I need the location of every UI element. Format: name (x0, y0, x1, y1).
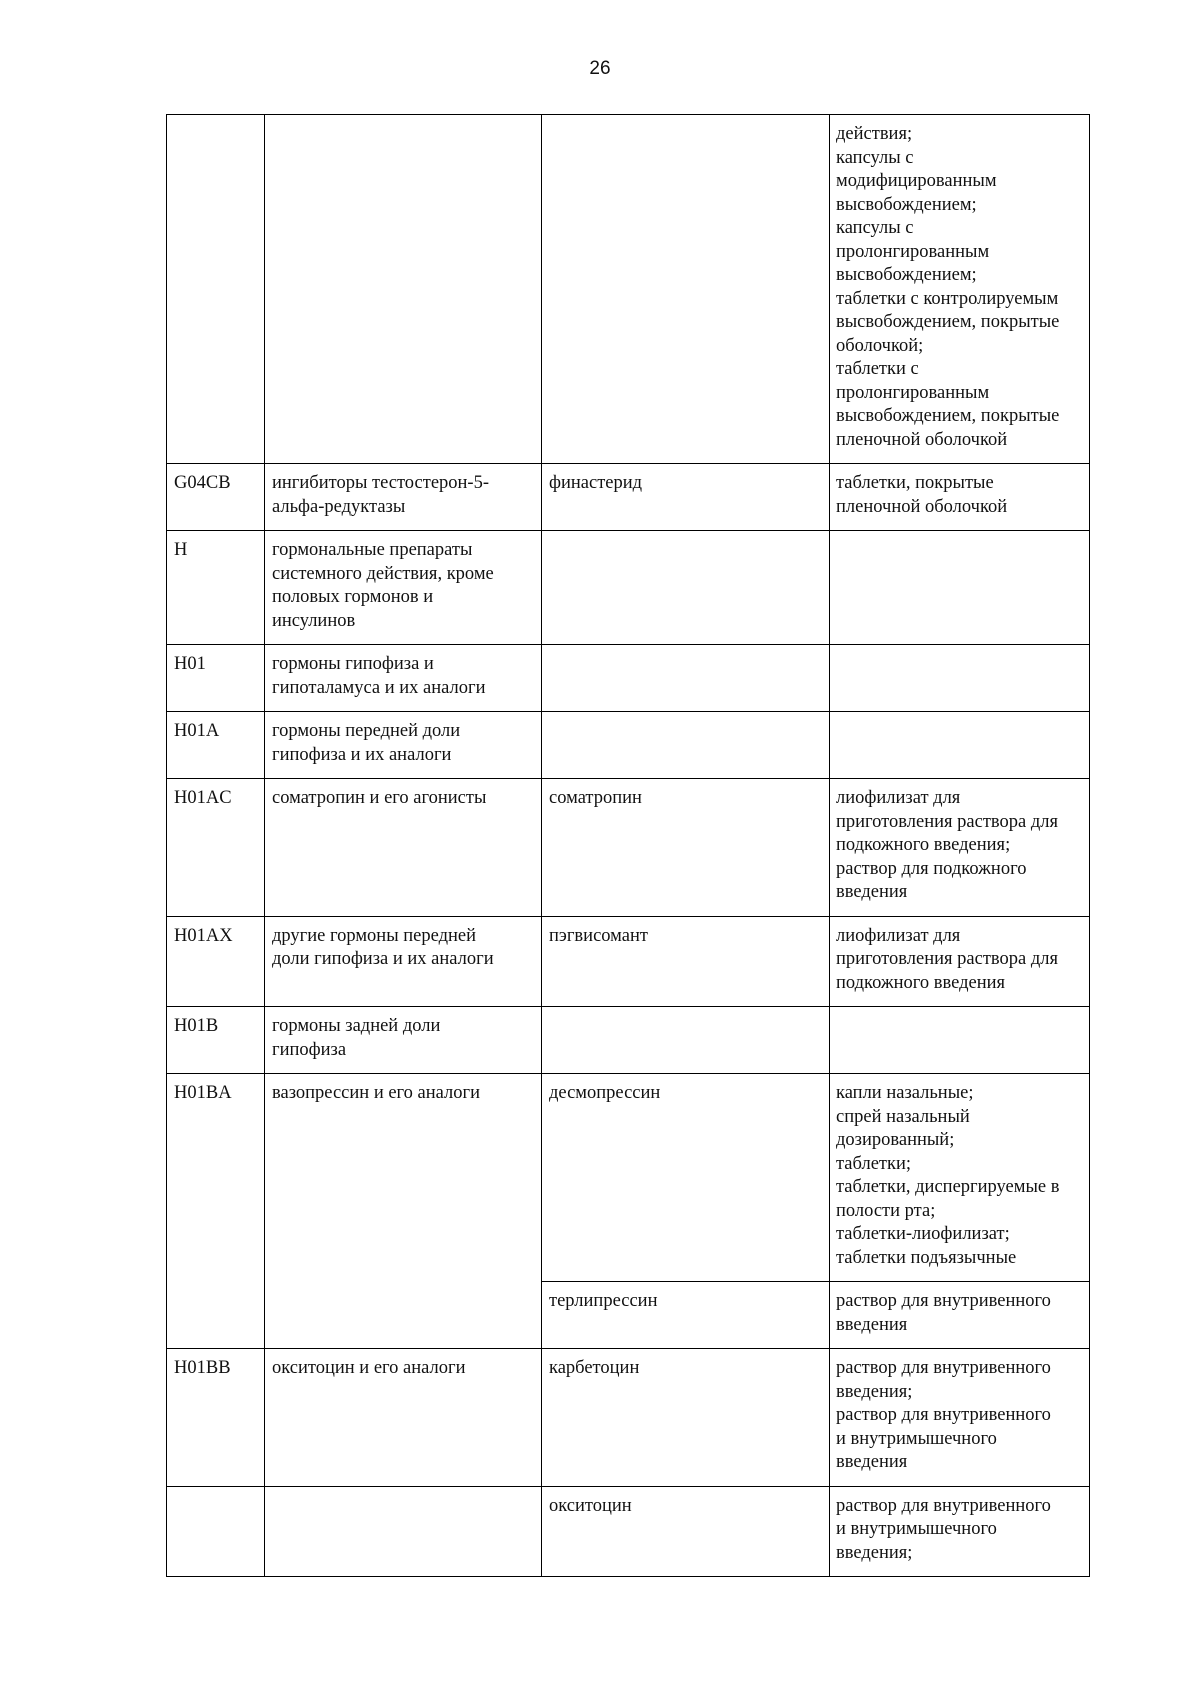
dosage-form-cell (830, 916, 1090, 1007)
table-row (167, 1486, 1090, 1577)
cell-line: пролонгированным (836, 241, 990, 262)
table-row (167, 1074, 1090, 1282)
drug-table (166, 114, 1090, 1577)
cell-line: таблетки, покрытые (836, 473, 994, 493)
table-row (167, 1349, 1090, 1487)
cell-line: введения; (836, 1381, 913, 1402)
cell-line: гормоны гипофиза и (272, 654, 434, 674)
dosage-form-cell (830, 531, 1090, 645)
cell-line: раствор для внутривенного (836, 1358, 1051, 1378)
cell-line: и внутримышечного (836, 1428, 997, 1449)
cell-line: пленочной оболочкой (836, 496, 1008, 517)
table-row (167, 115, 1090, 464)
dosage-form-cell (830, 1486, 1090, 1577)
cell-line: пэгвисомант (549, 925, 648, 946)
cell-line: введения (836, 1314, 908, 1335)
atc-code-cell: H01AC (167, 779, 265, 917)
cell-line: приготовления раствора для (836, 949, 1058, 969)
group-cell (265, 115, 542, 464)
cell-line: спрей назальный (836, 1106, 970, 1127)
group-cell (265, 1007, 542, 1074)
cell-line: системного действия, кроме (272, 563, 494, 584)
cell-line: соматропин и его агонисты (272, 788, 487, 808)
cell-line: раствор для подкожного (836, 858, 1027, 879)
cell-line: гормоны задней доли (272, 1016, 441, 1036)
cell-line: высвобождением, покрытые (836, 406, 1060, 426)
dosage-form-cell (830, 464, 1090, 531)
cell-line: капли назальные; (836, 1083, 974, 1103)
dosage-form-cell (830, 779, 1090, 917)
cell-line: альфа-редуктазы (272, 496, 406, 517)
cell-line: гормональные препараты (272, 540, 473, 560)
drug-name-cell (542, 712, 830, 779)
cell-line: инсулинов (272, 610, 356, 631)
cell-line: таблетки с контролируемым (836, 288, 1059, 309)
cell-line: терлипрессин (549, 1291, 658, 1311)
atc-code-cell: H01BA (167, 1074, 265, 1349)
cell-line: действия; (836, 124, 913, 144)
dosage-form-cell (830, 1007, 1090, 1074)
drug-name-cell (542, 531, 830, 645)
cell-line: пленочной оболочкой (836, 429, 1008, 450)
cell-line: вазопрессин и его аналоги (272, 1083, 481, 1103)
cell-line: половых гормонов и (272, 587, 434, 607)
drug-name-cell (542, 1074, 830, 1282)
atc-code-cell: G04CB (167, 464, 265, 531)
group-cell (265, 1486, 542, 1577)
group-cell (265, 1074, 542, 1349)
dosage-form-cell (830, 1349, 1090, 1487)
table-row (167, 779, 1090, 917)
page-number: 26 (589, 58, 611, 79)
group-cell (265, 779, 542, 917)
cell-line: таблетки подъязычные (836, 1247, 1017, 1268)
cell-line: и внутримышечного (836, 1519, 997, 1539)
table-row (167, 464, 1090, 531)
cell-line: приготовления раствора для (836, 811, 1058, 832)
cell-line: введения (836, 1452, 908, 1472)
atc-code-cell (167, 115, 265, 464)
cell-line: полости рта; (836, 1200, 936, 1221)
cell-line: подкожного введения; (836, 835, 1011, 855)
dosage-form-cell (830, 1282, 1090, 1349)
atc-code-cell (167, 1486, 265, 1577)
group-cell (265, 1349, 542, 1487)
cell-line: высвобождением; (836, 194, 977, 215)
cell-line: гипофиза (272, 1039, 347, 1060)
group-cell (265, 531, 542, 645)
cell-line: гипофиза и их аналоги (272, 744, 452, 765)
cell-line: лиофилизат для (836, 925, 961, 946)
group-cell (265, 712, 542, 779)
cell-line: окситоцин (549, 1495, 632, 1516)
cell-line: капсулы с (836, 218, 914, 238)
cell-line: доли гипофиза и их аналоги (272, 949, 494, 969)
table-row (167, 712, 1090, 779)
cell-line: карбетоцин (549, 1358, 640, 1378)
group-cell (265, 916, 542, 1007)
cell-line: окситоцин и его аналоги (272, 1358, 466, 1378)
cell-line: таблетки с (836, 359, 919, 379)
table-row (167, 916, 1090, 1007)
drug-name-cell (542, 916, 830, 1007)
cell-line: раствор для внутривенного (836, 1495, 1051, 1516)
table-row (167, 645, 1090, 712)
drug-name-cell (542, 1486, 830, 1577)
dosage-form-cell (830, 712, 1090, 779)
drug-name-cell (542, 1282, 830, 1349)
atc-code-cell: H01A (167, 712, 265, 779)
atc-code-cell: H01B (167, 1007, 265, 1074)
table-row (167, 1007, 1090, 1074)
cell-line: подкожного введения (836, 972, 1006, 993)
cell-line: соматропин (549, 788, 642, 808)
cell-line: другие гормоны передней (272, 925, 477, 946)
cell-line: раствор для внутривенного (836, 1291, 1051, 1311)
drug-name-cell (542, 779, 830, 917)
atc-code-cell: H (167, 531, 265, 645)
cell-line: гипоталамуса и их аналоги (272, 677, 486, 698)
dosage-form-cell (830, 645, 1090, 712)
group-cell (265, 464, 542, 531)
cell-line: оболочкой; (836, 335, 924, 356)
drug-name-cell (542, 115, 830, 464)
cell-line: высвобождением; (836, 265, 977, 285)
cell-line: введения; (836, 1542, 913, 1563)
drug-name-cell (542, 645, 830, 712)
atc-code-cell: H01AX (167, 916, 265, 1007)
cell-line: модифицированным (836, 171, 997, 191)
cell-line: ингибиторы тестостерон-5- (272, 473, 489, 493)
cell-line: таблетки; (836, 1153, 912, 1174)
drug-name-cell (542, 1007, 830, 1074)
cell-line: десмопрессин (549, 1083, 661, 1103)
cell-line: таблетки-лиофилизат; (836, 1224, 1010, 1244)
table-row (167, 531, 1090, 645)
atc-code-cell: H01BB (167, 1349, 265, 1487)
dosage-form-cell (830, 1074, 1090, 1282)
cell-line: введения (836, 882, 908, 902)
cell-line: лиофилизат для (836, 788, 961, 808)
cell-line: дозированный; (836, 1130, 955, 1150)
drug-name-cell (542, 464, 830, 531)
dosage-form-cell (830, 115, 1090, 464)
cell-line: финастерид (549, 473, 643, 493)
cell-line: гормоны передней доли (272, 721, 461, 741)
cell-line: пролонгированным (836, 382, 990, 403)
cell-line: раствор для внутривенного (836, 1405, 1051, 1425)
drug-name-cell (542, 1349, 830, 1487)
atc-code-cell: H01 (167, 645, 265, 712)
group-cell (265, 645, 542, 712)
cell-line: высвобождением, покрытые (836, 312, 1060, 332)
cell-line: капсулы с (836, 147, 914, 168)
cell-line: таблетки, диспергируемые в (836, 1177, 1060, 1197)
